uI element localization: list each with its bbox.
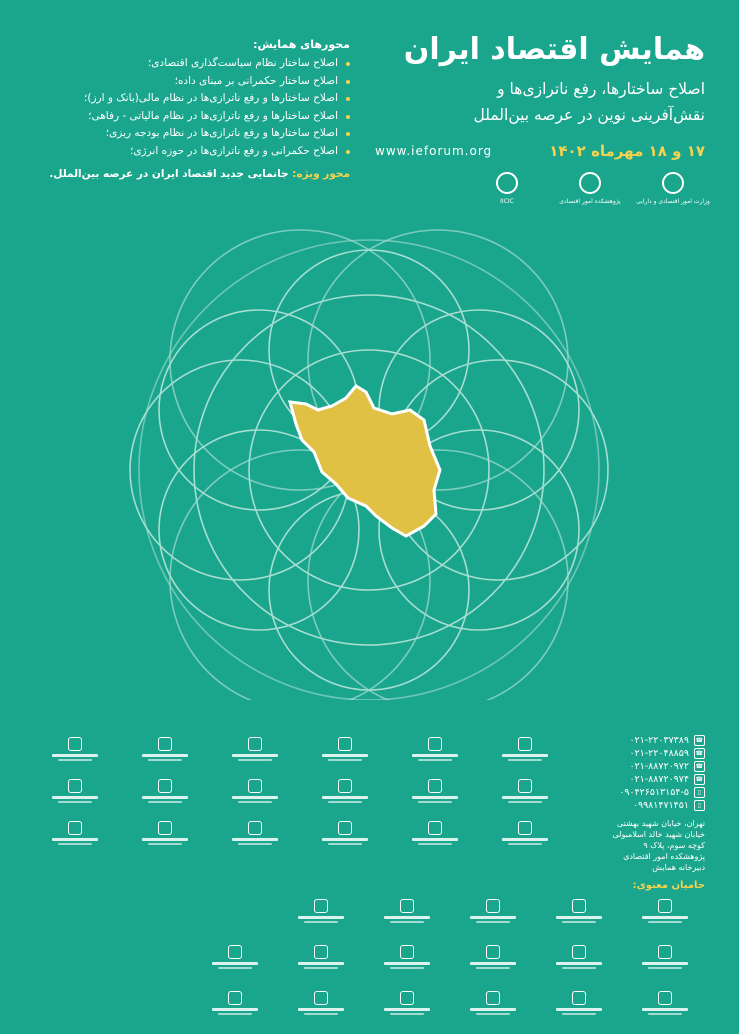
sponsor-text-bar bbox=[52, 838, 98, 841]
sponsor-text-bar bbox=[470, 962, 516, 965]
sponsor-text-bar bbox=[322, 838, 368, 841]
sponsor-mark-icon bbox=[400, 899, 414, 913]
sponsor-text-bar bbox=[412, 754, 458, 757]
special-theme-key: محور ویژه: bbox=[292, 168, 350, 180]
sponsor-text-bar bbox=[418, 843, 452, 845]
sponsor-text-bar bbox=[238, 801, 272, 803]
sponsor-text-bar bbox=[328, 843, 362, 845]
sponsor-mark-icon bbox=[314, 945, 328, 959]
sponsor-text-bar bbox=[390, 1013, 424, 1015]
sponsor-text-bar bbox=[218, 1013, 252, 1015]
sponsor-logo bbox=[536, 980, 622, 1026]
sponsor-text-bar bbox=[412, 796, 458, 799]
phone-line[interactable]: ☎ ۰۲۱-۸۸۷۲۰۹۷۲ bbox=[629, 761, 704, 772]
sponsor-text-bar bbox=[648, 1013, 682, 1015]
sponsor-logo bbox=[364, 888, 450, 934]
sponsor-text-bar bbox=[238, 759, 272, 761]
sponsor-mark-icon bbox=[338, 779, 352, 793]
sponsor-text-bar bbox=[412, 838, 458, 841]
sponsor-text-bar bbox=[390, 967, 424, 969]
subtitle-line-1: اصلاح ساختارها، رفع ناترازی‌ها و bbox=[497, 80, 705, 98]
sponsor-logo bbox=[30, 812, 120, 854]
sponsor-logo bbox=[450, 980, 536, 1026]
sponsor-logo bbox=[120, 812, 210, 854]
sponsor-text-bar bbox=[58, 801, 92, 803]
phone-icon: ☎ bbox=[695, 776, 704, 783]
sponsor-text-bar bbox=[328, 801, 362, 803]
sponsor-mark-icon bbox=[486, 991, 500, 1005]
mobile-icon: ▯ bbox=[694, 787, 705, 798]
sponsor-text-bar bbox=[304, 1013, 338, 1015]
sponsor-logo bbox=[390, 812, 480, 854]
sponsor-text-bar bbox=[642, 916, 688, 919]
sponsor-text-bar bbox=[562, 921, 596, 923]
emblem-icon bbox=[662, 172, 684, 194]
sponsor-logo bbox=[210, 770, 300, 812]
sponsor-text-bar bbox=[212, 1008, 258, 1011]
sponsor-mark-icon bbox=[68, 737, 82, 751]
conference-title: همایش اقتصاد ایران bbox=[403, 32, 705, 67]
sponsor-text-bar bbox=[508, 759, 542, 761]
sponsor-logo bbox=[622, 934, 708, 980]
sponsor-logos-bottom bbox=[20, 888, 720, 1026]
sponsor-text-bar bbox=[502, 796, 548, 799]
sponsor-logo bbox=[300, 728, 390, 770]
sponsor-text-bar bbox=[562, 967, 596, 969]
organizer-logos bbox=[475, 172, 710, 222]
organizer-logo: وزارت امور اقتصادی و دارایی bbox=[641, 172, 705, 220]
sponsor-mark-icon bbox=[158, 779, 172, 793]
sponsor-mark-icon bbox=[228, 945, 242, 959]
conference-subtitle bbox=[365, 76, 705, 128]
sponsor-mark-icon bbox=[428, 737, 442, 751]
sponsor-text-bar bbox=[648, 921, 682, 923]
sponsor-mark-icon bbox=[158, 821, 172, 835]
theme-item: اصلاح ساختارها و رفع ناترازی‌ها در نظام مالی(بانک و ارز)؛ bbox=[30, 90, 350, 108]
sponsor-logo bbox=[300, 812, 390, 854]
sponsor-logo bbox=[450, 934, 536, 980]
phone-line[interactable]: ☎ ۰۲۱-۲۲۰۴۸۸۵۹ bbox=[629, 748, 704, 759]
sponsor-text-bar bbox=[298, 1008, 344, 1011]
sponsor-text-bar bbox=[556, 1008, 602, 1011]
iran-map bbox=[290, 386, 440, 536]
mobile-icon: ▯ bbox=[694, 800, 705, 811]
sponsor-logo bbox=[120, 770, 210, 812]
organizer-logo: IICIC bbox=[475, 172, 539, 220]
sponsor-text-bar bbox=[298, 916, 344, 919]
phone-icon: ☎ bbox=[695, 750, 704, 757]
sponsor-mark-icon bbox=[248, 737, 262, 751]
sponsor-logo bbox=[622, 980, 708, 1026]
theme-item: اصلاح ساختارها و رفع ناترازی‌ها در نظام بودجه ریزی؛ bbox=[30, 125, 350, 143]
sponsor-text-bar bbox=[384, 962, 430, 965]
sponsor-text-bar bbox=[508, 801, 542, 803]
sponsor-mark-icon bbox=[400, 945, 414, 959]
sponsor-text-bar bbox=[238, 843, 272, 845]
special-theme-value: جانمایی جدید اقتصاد ایران در عرصه بین‌الملل. bbox=[49, 168, 289, 180]
sponsor-text-bar bbox=[212, 962, 258, 965]
sponsor-text-bar bbox=[142, 796, 188, 799]
sponsor-text-bar bbox=[562, 1013, 596, 1015]
theme-item: اصلاح ساختارها و رفع ناترازی‌ها در نظام مالیاتی - رفاهی؛ bbox=[30, 108, 350, 126]
sponsor-mark-icon bbox=[314, 991, 328, 1005]
sponsor-text-bar bbox=[556, 962, 602, 965]
sponsor-text-bar bbox=[304, 921, 338, 923]
sponsor-mark-icon bbox=[486, 945, 500, 959]
sponsor-mark-icon bbox=[400, 991, 414, 1005]
sponsor-logo bbox=[30, 770, 120, 812]
sponsor-logo bbox=[278, 934, 364, 980]
sponsor-mark-icon bbox=[658, 899, 672, 913]
sponsor-text-bar bbox=[384, 1008, 430, 1011]
sponsor-text-bar bbox=[556, 916, 602, 919]
sponsor-logo bbox=[390, 728, 480, 770]
sponsor-text-bar bbox=[476, 1013, 510, 1015]
sponsor-mark-icon bbox=[248, 821, 262, 835]
organizer-logo: پژوهشکده امور اقتصادی bbox=[558, 172, 622, 220]
sponsor-mark-icon bbox=[658, 945, 672, 959]
themes-heading: محورهای همایش: bbox=[253, 38, 350, 51]
sponsor-mark-icon bbox=[314, 899, 328, 913]
sponsor-mark-icon bbox=[518, 821, 532, 835]
sponsor-logo bbox=[450, 888, 536, 934]
phone-line[interactable]: ☎ ۰۲۱-۸۸۷۲۰۹۷۴ bbox=[629, 774, 704, 785]
sponsor-logo bbox=[622, 888, 708, 934]
sponsor-text-bar bbox=[322, 796, 368, 799]
theme-item: اصلاح ساختار حکمرانی بر مبنای داده؛ bbox=[30, 73, 350, 91]
sponsor-logo bbox=[480, 770, 570, 812]
conference-date: ۱۷ و ۱۸ مهرماه ۱۴۰۲ bbox=[549, 142, 705, 160]
sponsor-text-bar bbox=[148, 801, 182, 803]
themes-list bbox=[30, 55, 350, 160]
sponsor-logo bbox=[120, 728, 210, 770]
research-logo-icon bbox=[579, 172, 601, 194]
sponsor-text-bar bbox=[218, 967, 252, 969]
sponsor-mark-icon bbox=[486, 899, 500, 913]
sponsor-text-bar bbox=[58, 759, 92, 761]
phone-line[interactable]: ▯ ۰۹۰۴۲۶۵۱۳۱۵۴-۵ bbox=[575, 786, 705, 799]
sponsor-logo bbox=[480, 728, 570, 770]
sponsor-text-bar bbox=[232, 796, 278, 799]
sponsor-text-bar bbox=[418, 801, 452, 803]
sponsor-mark-icon bbox=[518, 779, 532, 793]
sponsor-mark-icon bbox=[518, 737, 532, 751]
sponsor-text-bar bbox=[470, 916, 516, 919]
sponsor-text-bar bbox=[384, 916, 430, 919]
sponsor-mark-icon bbox=[68, 821, 82, 835]
sponsor-text-bar bbox=[502, 754, 548, 757]
sponsor-logo bbox=[390, 770, 480, 812]
sponsor-mark-icon bbox=[572, 945, 586, 959]
sponsor-logo bbox=[278, 980, 364, 1026]
sponsor-logo bbox=[210, 812, 300, 854]
sponsor-mark-icon bbox=[658, 991, 672, 1005]
theme-item: اصلاح حکمرانی و رفع ناترازی‌ها در حوزه انرژی؛ bbox=[30, 143, 350, 161]
phone-icon: ☎ bbox=[695, 737, 704, 744]
sponsor-mark-icon bbox=[428, 821, 442, 835]
sponsor-logo bbox=[300, 770, 390, 812]
website-link[interactable]: www.ieforum.org bbox=[375, 144, 493, 158]
sponsor-text-bar bbox=[642, 962, 688, 965]
sponsor-logo bbox=[364, 980, 450, 1026]
theme-item: اصلاح ساختار نظام سیاست‌گذاری اقتصادی؛ bbox=[30, 55, 350, 73]
sponsor-mark-icon bbox=[158, 737, 172, 751]
sponsor-logo bbox=[278, 888, 364, 934]
sponsor-text-bar bbox=[142, 838, 188, 841]
sponsor-logo bbox=[30, 728, 120, 770]
iicic-logo-icon bbox=[496, 172, 518, 194]
sponsor-text-bar bbox=[508, 843, 542, 845]
date-line bbox=[375, 142, 705, 164]
sponsor-mark-icon bbox=[428, 779, 442, 793]
sponsor-text-bar bbox=[476, 921, 510, 923]
sponsor-mark-icon bbox=[248, 779, 262, 793]
sponsor-text-bar bbox=[642, 1008, 688, 1011]
sponsor-text-bar bbox=[52, 754, 98, 757]
sponsor-text-bar bbox=[418, 759, 452, 761]
sponsor-text-bar bbox=[142, 754, 188, 757]
sponsor-text-bar bbox=[232, 754, 278, 757]
sponsor-mark-icon bbox=[68, 779, 82, 793]
sponsor-text-bar bbox=[52, 796, 98, 799]
sponsor-logo bbox=[192, 980, 278, 1026]
sponsor-logo bbox=[210, 728, 300, 770]
sponsor-text-bar bbox=[232, 838, 278, 841]
sponsor-logos-top bbox=[30, 728, 570, 854]
sponsor-logo bbox=[364, 934, 450, 980]
spiritual-sponsors-heading: حامیان معنوی: bbox=[632, 880, 705, 891]
sponsor-text-bar bbox=[648, 967, 682, 969]
phone-line[interactable]: ☎ ۰۲۱-۲۲۰۳۷۳۸۹ bbox=[629, 735, 704, 746]
sponsor-mark-icon bbox=[338, 821, 352, 835]
sponsor-text-bar bbox=[476, 967, 510, 969]
sponsor-mark-icon bbox=[572, 991, 586, 1005]
sponsor-text-bar bbox=[322, 754, 368, 757]
sponsor-mark-icon bbox=[228, 991, 242, 1005]
themes-block bbox=[30, 38, 350, 180]
phone-line[interactable]: ▯ ۰۹۹۸۱۴۷۱۴۵۱ bbox=[575, 799, 705, 812]
subtitle-line-2: نقش‌آفرینی نوین در عرصه بین‌الملل bbox=[473, 106, 705, 124]
contact-block bbox=[575, 734, 705, 873]
sponsor-text-bar bbox=[148, 843, 182, 845]
sponsor-text-bar bbox=[148, 759, 182, 761]
sponsor-text-bar bbox=[328, 759, 362, 761]
sponsor-mark-icon bbox=[338, 737, 352, 751]
sponsor-logo bbox=[192, 934, 278, 980]
sponsor-text-bar bbox=[502, 838, 548, 841]
sponsor-text-bar bbox=[390, 921, 424, 923]
sponsor-text-bar bbox=[304, 967, 338, 969]
sponsor-text-bar bbox=[58, 843, 92, 845]
sponsor-logo bbox=[536, 888, 622, 934]
phone-icon: ☎ bbox=[695, 763, 704, 770]
sponsor-logo bbox=[536, 934, 622, 980]
special-theme bbox=[30, 168, 350, 180]
address: تهران، خیابان شهید بهشتی خیابان شهید خالد اسلامبولی کوچه سوم، پلاک ۹ پژوهشکده امور اقتصادی دبیرخانه همایش bbox=[612, 819, 705, 872]
sponsor-logo bbox=[480, 812, 570, 854]
sponsor-mark-icon bbox=[572, 899, 586, 913]
sponsor-text-bar bbox=[470, 1008, 516, 1011]
sponsor-text-bar bbox=[298, 962, 344, 965]
